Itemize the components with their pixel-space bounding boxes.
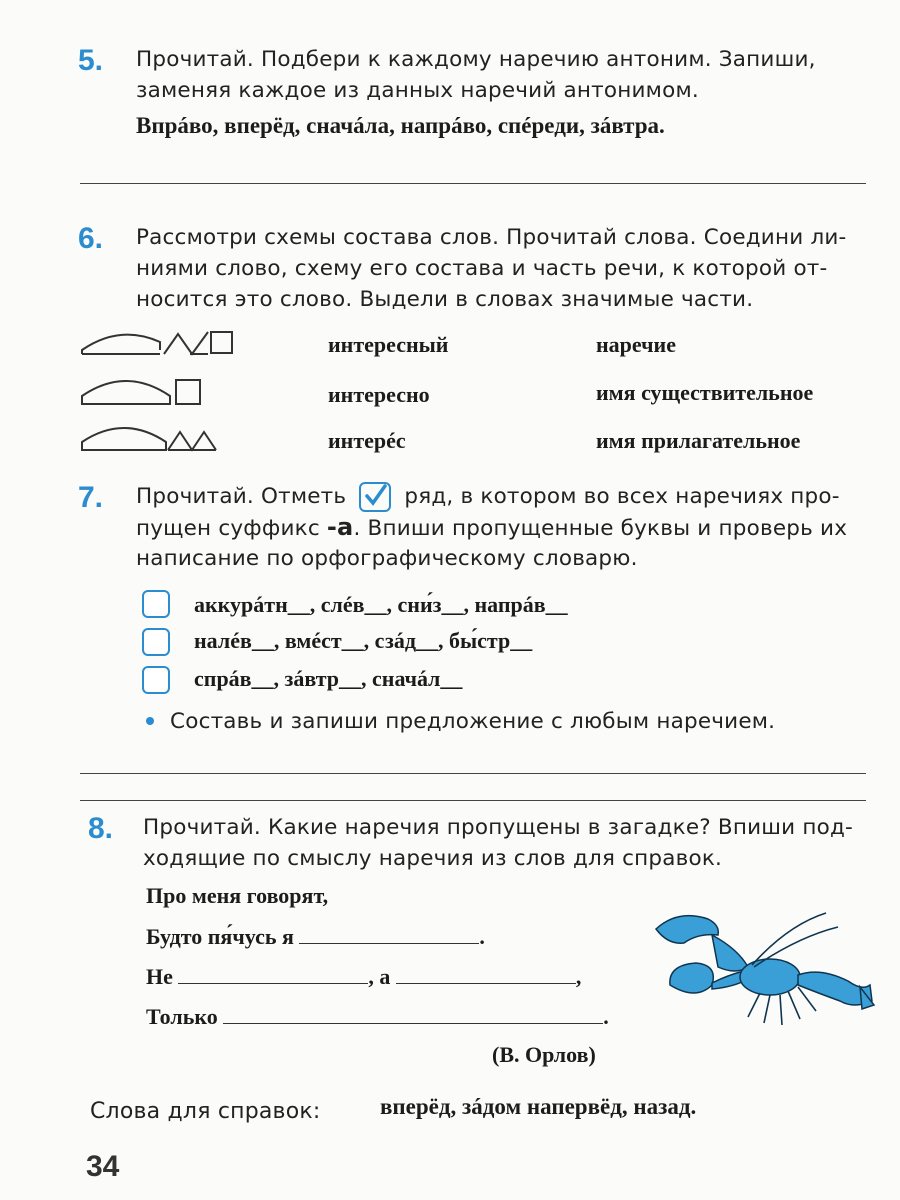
task-8-instruction-line2: ходящие по смыслу наречия из слов для справок. bbox=[143, 846, 723, 871]
task-7-instruction-line3: написание по орфографическому словарю. bbox=[136, 546, 638, 571]
pos-adjective[interactable]: имя прилагательное bbox=[596, 428, 801, 453]
reference-words: вперёд, зáдом напервёд, назад. bbox=[380, 1094, 697, 1119]
word-interesny[interactable]: интересный bbox=[328, 332, 449, 357]
row-3-words[interactable]: спрáв__, зáвтр__, сначáл__ bbox=[194, 666, 463, 691]
page-number: 34 bbox=[86, 1150, 120, 1183]
task-7-instruction-line2: пущен суффикс -а. Впиши пропущенные буквы и проверь их bbox=[136, 513, 848, 541]
task-7-number: 7. bbox=[78, 481, 104, 514]
scheme-root-suffix-suffix-ending bbox=[80, 322, 235, 358]
row-1-words[interactable]: аккурáтн__, слéв__, сни́з__, напрáв__ bbox=[194, 592, 568, 617]
row-2-checkbox[interactable] bbox=[142, 628, 170, 656]
row-2-words[interactable]: налéв__, вмéст__, сзáд__, бы́стр__ bbox=[194, 628, 533, 653]
task-6-instruction-line3: носится это слово. Выдели в словах значимые части. bbox=[136, 287, 754, 312]
answer-line[interactable] bbox=[80, 800, 866, 801]
task-8-instruction-line1: Прочитай. Какие наречия пропущены в загадке? Впиши под- bbox=[143, 815, 853, 840]
task-7-bullet-text: Составь и запиши предложение с любым наречием. bbox=[170, 709, 776, 734]
poem-line-1: Про меня говорят, bbox=[146, 883, 329, 908]
task-5-instruction-line2: заменяя каждое из данных наречий антонимом. bbox=[136, 78, 699, 103]
bullet-icon bbox=[146, 717, 154, 725]
word-interes[interactable]: интерéс bbox=[328, 428, 406, 453]
blank-field[interactable] bbox=[178, 965, 368, 984]
word-interesno[interactable]: интересно bbox=[328, 382, 430, 407]
row-1-checkbox[interactable] bbox=[142, 590, 170, 618]
crayfish-illustration bbox=[648, 905, 878, 1035]
task-5-words: Впрáво, вперёд, сначáла, напрáво, спéреди, зáвтра. bbox=[136, 113, 665, 138]
blank-field[interactable] bbox=[396, 965, 576, 984]
pos-noun[interactable]: имя существительное bbox=[596, 380, 814, 405]
row-3-checkbox[interactable] bbox=[142, 666, 170, 694]
scheme-root-suffix-suffix bbox=[80, 418, 225, 454]
checkmark-icon bbox=[359, 482, 391, 512]
poem-line-2: Будто пя́чусь я . bbox=[146, 924, 485, 949]
answer-line[interactable] bbox=[80, 773, 866, 774]
poem-author: (В. Орлов) bbox=[492, 1042, 596, 1067]
task-6-number: 6. bbox=[78, 222, 104, 255]
scheme-root-ending bbox=[80, 372, 205, 408]
task-5-instruction-line1: Прочитай. Подбери к каждому наречию антоним. Запиши, bbox=[136, 47, 816, 72]
poem-line-4: Только . bbox=[146, 1004, 609, 1029]
reference-label: Слова для справок: bbox=[90, 1099, 321, 1124]
suffix-a: -а bbox=[326, 513, 354, 541]
blank-field[interactable] bbox=[299, 925, 479, 944]
task-5-number: 5. bbox=[78, 44, 104, 77]
task-6-instruction-line1: Рассмотри схемы состава слов. Прочитай слова. Соедини ли- bbox=[136, 225, 847, 250]
answer-line[interactable] bbox=[80, 183, 866, 184]
poem-line-3: Не , а , bbox=[146, 964, 582, 989]
pos-adverb[interactable]: наречие bbox=[596, 332, 676, 357]
task-8-number: 8. bbox=[88, 812, 114, 845]
task-6-instruction-line2: ниями слово, схему его состава и часть речи, к которой от- bbox=[136, 256, 828, 281]
blank-field[interactable] bbox=[223, 1005, 603, 1024]
task-7-instruction-line1: Прочитай. Отметь ряд, в котором во всех наречиях про- bbox=[136, 481, 840, 512]
